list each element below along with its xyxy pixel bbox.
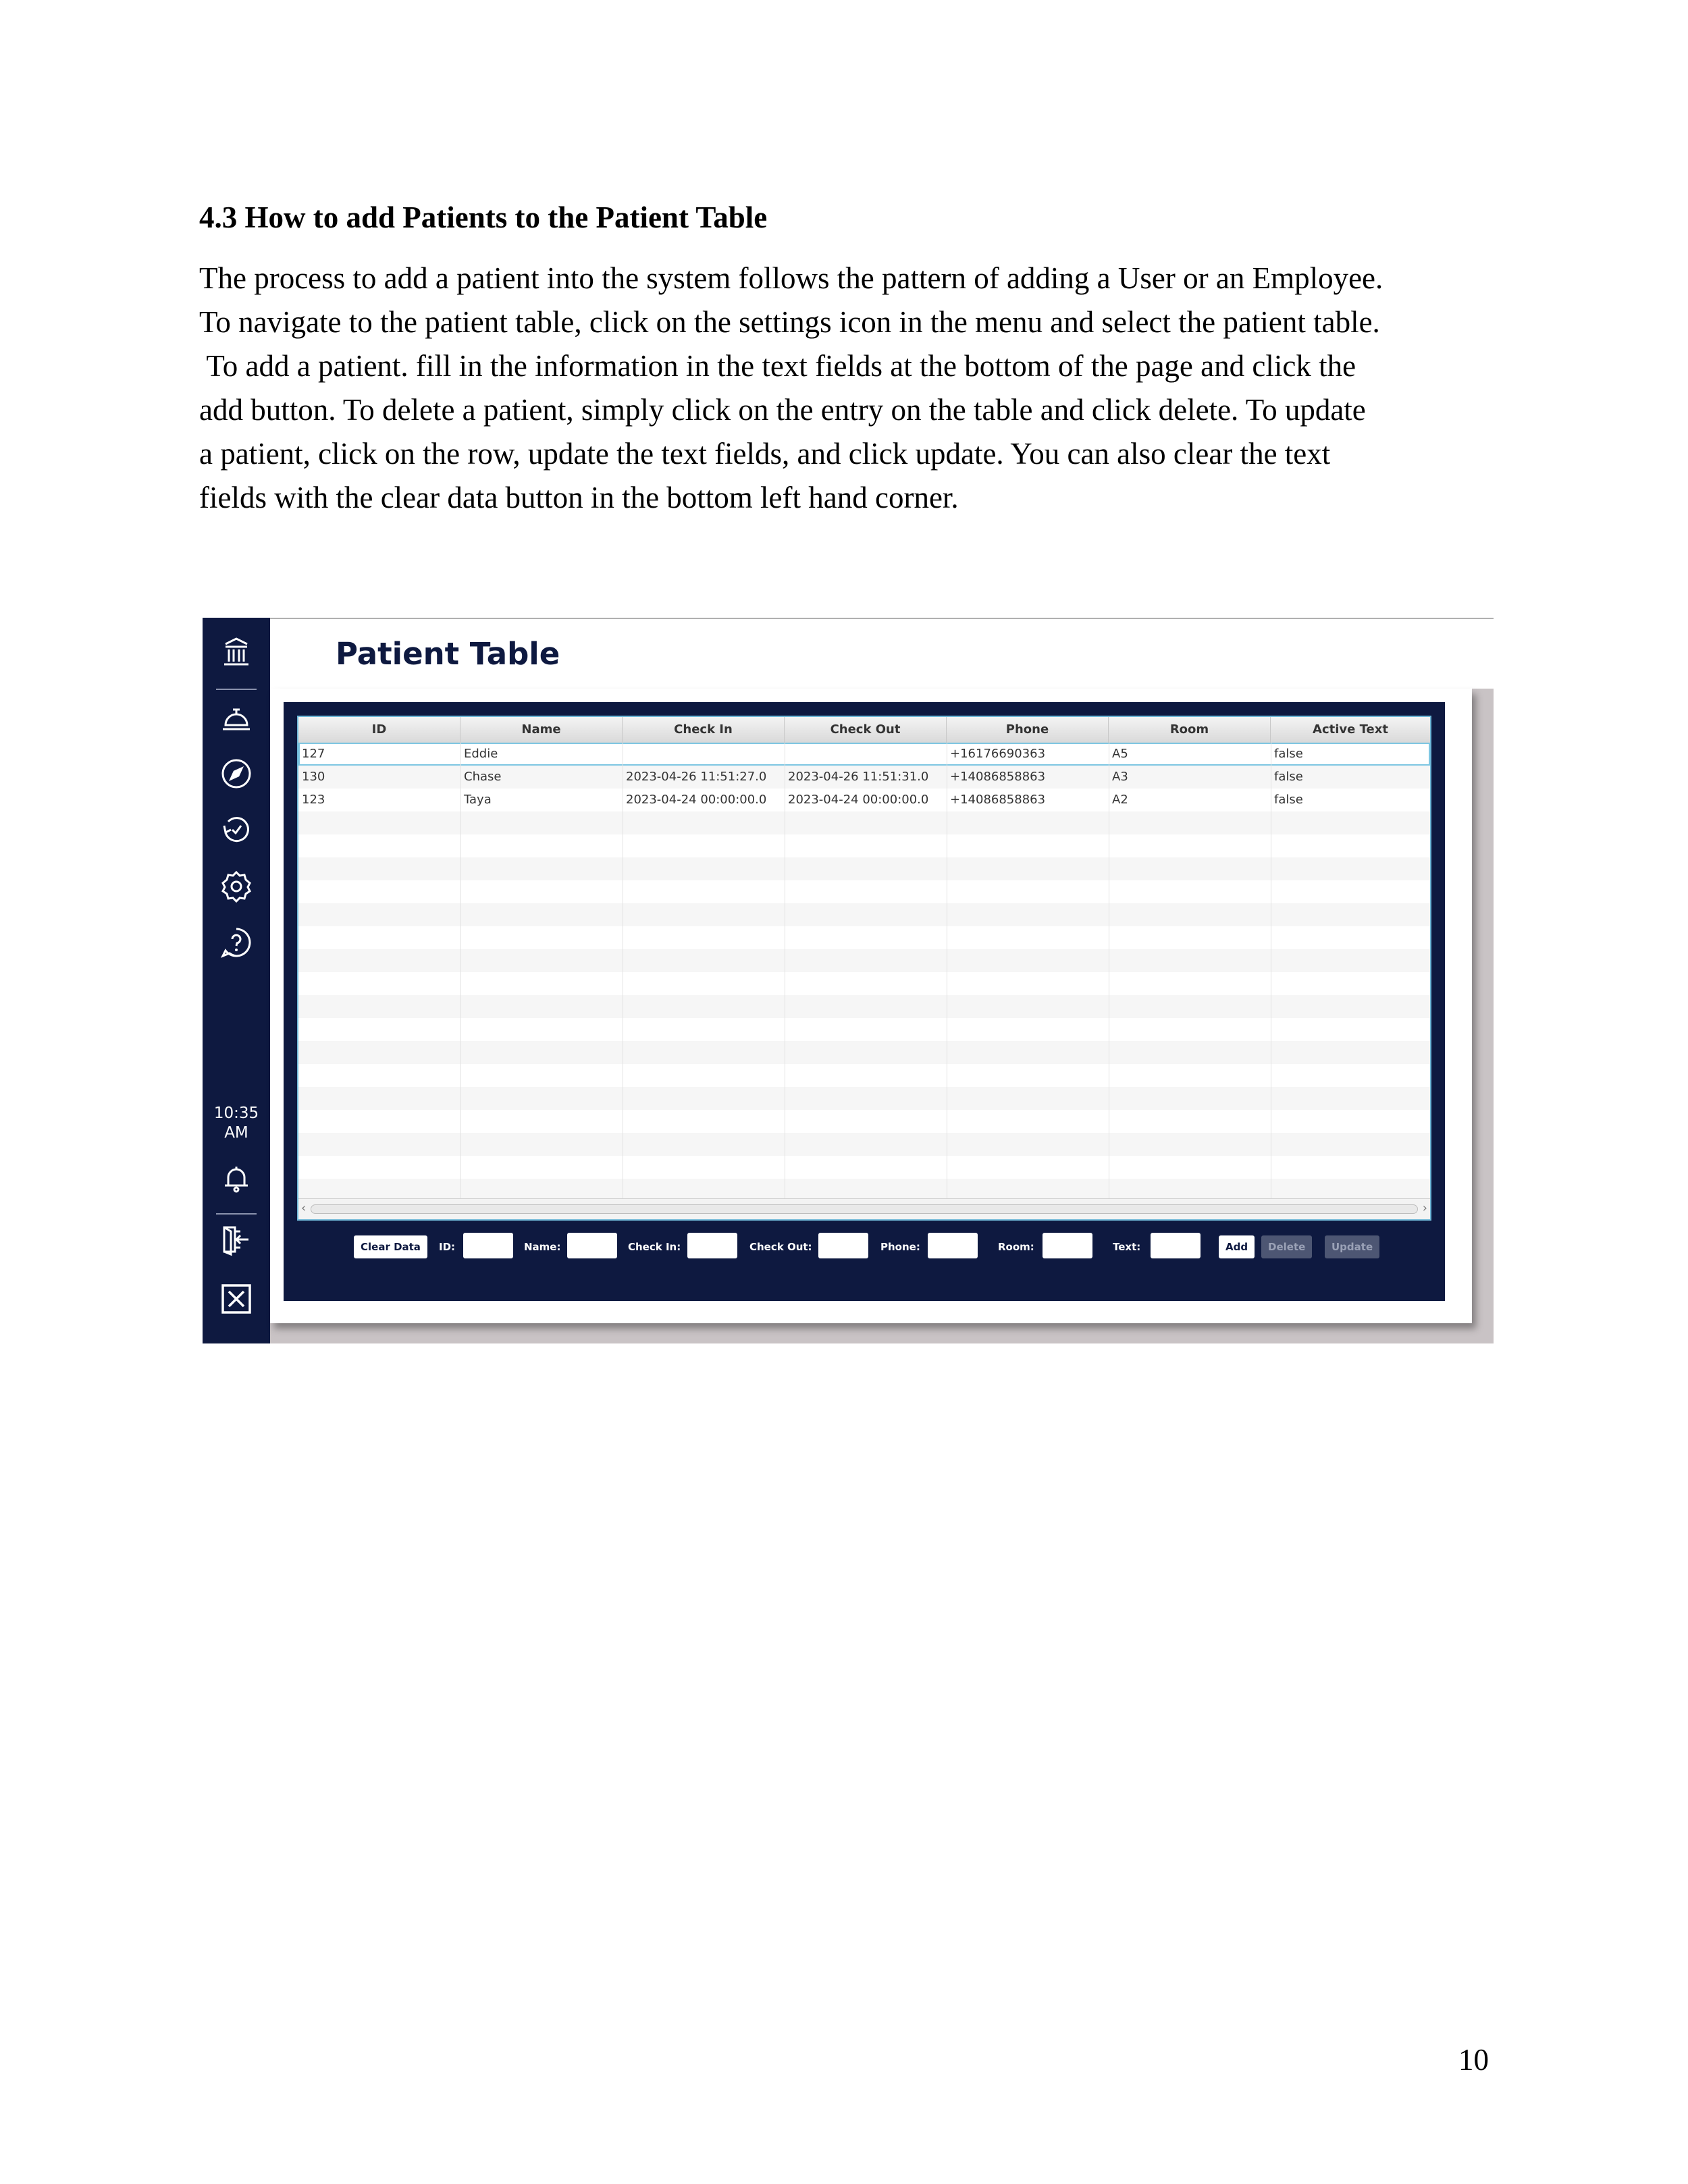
table-row[interactable] xyxy=(298,1064,1430,1087)
compass-icon[interactable] xyxy=(219,756,254,791)
table-cell: A5 xyxy=(1112,747,1128,761)
sidebar xyxy=(203,618,270,1343)
patient-table[interactable] xyxy=(297,716,1431,1221)
table-row[interactable] xyxy=(298,880,1430,903)
clock xyxy=(203,1104,270,1143)
page-title: Patient Table xyxy=(336,636,560,672)
exit-door-icon[interactable] xyxy=(219,1222,254,1257)
table-cell: 2023-04-26 11:51:31.0 xyxy=(788,770,929,784)
instructions-paragraph xyxy=(199,257,1496,520)
table-cell: 130 xyxy=(302,770,325,784)
paragraph-line: The process to add a patient into the system follows the pattern of adding a User or an Employee. xyxy=(199,261,1383,295)
check-out-input[interactable] xyxy=(818,1233,868,1258)
table-cell: A3 xyxy=(1112,770,1128,784)
text-input[interactable] xyxy=(1151,1233,1201,1258)
text-label: Text: xyxy=(1113,1241,1141,1253)
table-row[interactable] xyxy=(298,1087,1430,1110)
room-input[interactable] xyxy=(1043,1233,1092,1258)
paragraph-line: fields with the clear data button in the bottom left hand corner. xyxy=(199,481,959,514)
table-row[interactable] xyxy=(298,1018,1430,1041)
clock-time: 10:35 xyxy=(213,1104,259,1122)
paragraph-line: add button. To delete a patient, simply click on the entry on the table and click delete. To update xyxy=(199,393,1366,427)
check-in-input[interactable] xyxy=(687,1233,737,1258)
clock-period: AM xyxy=(224,1124,248,1142)
column-header-id[interactable]: ID xyxy=(298,717,460,743)
section-heading: 4.3 How to add Patients to the Patient Table xyxy=(199,201,768,234)
room-label: Room: xyxy=(998,1241,1034,1253)
help-icon[interactable] xyxy=(219,925,254,960)
page-number: 10 xyxy=(1458,2043,1489,2077)
clear-data-button[interactable]: Clear Data xyxy=(354,1235,427,1258)
table-cell: false xyxy=(1274,793,1303,807)
table-cell: 2023-04-24 00:00:00.0 xyxy=(626,793,767,807)
table-cell: false xyxy=(1274,770,1303,784)
table-cell: +14086858863 xyxy=(950,793,1046,807)
table-cell: A2 xyxy=(1112,793,1128,807)
table-cell: 2023-04-24 00:00:00.0 xyxy=(788,793,929,807)
table-cell: 123 xyxy=(302,793,325,807)
table-row[interactable] xyxy=(298,743,1430,766)
id-input[interactable] xyxy=(463,1233,513,1258)
check-out-label: Check Out: xyxy=(749,1241,812,1253)
history-icon[interactable] xyxy=(219,812,254,847)
table-cell xyxy=(623,743,785,766)
column-header-active-text[interactable]: Active Text xyxy=(1313,722,1388,737)
service-bell-icon[interactable] xyxy=(219,701,254,736)
paragraph-line: a patient, click on the row, update the text fields, and click update. You can also clear the text xyxy=(199,437,1331,471)
table-cell: Eddie xyxy=(464,747,498,761)
table-cell xyxy=(785,743,947,766)
add-button[interactable]: Add xyxy=(1219,1235,1255,1258)
sidebar-divider xyxy=(216,1213,257,1215)
horizontal-scrollbar[interactable] xyxy=(298,1198,1430,1219)
paragraph-line: To add a patient. fill in the information in the text fields at the bottom of the page and click the xyxy=(199,349,1356,383)
paragraph-line: To navigate to the patient table, click on the settings icon in the menu and select the patient table. xyxy=(199,305,1380,339)
table-row[interactable] xyxy=(298,789,1430,811)
update-button[interactable]: Update xyxy=(1325,1235,1379,1258)
table-cell: 127 xyxy=(302,747,325,761)
table-row[interactable] xyxy=(298,972,1430,995)
bell-icon[interactable] xyxy=(219,1161,254,1196)
hospital-logo-icon[interactable] xyxy=(219,635,254,670)
settings-icon[interactable] xyxy=(219,869,254,904)
table-header xyxy=(298,717,1430,743)
table-row[interactable] xyxy=(298,926,1430,949)
column-header-check-in[interactable]: Check In xyxy=(623,717,785,743)
delete-button[interactable]: Delete xyxy=(1261,1235,1312,1258)
table-cell: Taya xyxy=(464,793,492,807)
table-row[interactable] xyxy=(298,766,1430,789)
table-row[interactable] xyxy=(298,1133,1430,1156)
app-header xyxy=(270,618,1494,689)
table-row[interactable] xyxy=(298,857,1430,880)
phone-input[interactable] xyxy=(928,1233,978,1258)
content-card xyxy=(270,689,1472,1323)
column-divider xyxy=(460,743,461,1199)
table-cell: Chase xyxy=(464,770,502,784)
column-header-phone[interactable]: Phone xyxy=(947,717,1109,743)
column-header-check-out[interactable]: Check Out xyxy=(785,717,947,743)
table-row[interactable] xyxy=(298,1110,1430,1133)
phone-label: Phone: xyxy=(880,1241,920,1253)
scrollbar-thumb[interactable] xyxy=(311,1204,1418,1214)
table-cell: +16176690363 xyxy=(950,747,1046,761)
table-cell: false xyxy=(1274,747,1303,761)
table-row[interactable] xyxy=(298,995,1430,1018)
name-input[interactable] xyxy=(567,1233,617,1258)
sidebar-divider xyxy=(216,689,257,690)
table-cell: +14086858863 xyxy=(950,770,1046,784)
table-panel xyxy=(284,702,1445,1301)
scroll-left-icon[interactable]: ‹ xyxy=(301,1201,307,1215)
check-in-label: Check In: xyxy=(628,1241,681,1253)
table-row[interactable] xyxy=(298,1156,1430,1179)
column-header-room[interactable]: Room xyxy=(1109,717,1271,743)
app-screenshot xyxy=(203,618,1494,1343)
name-label: Name: xyxy=(524,1241,561,1253)
table-row[interactable] xyxy=(298,811,1430,834)
table-row[interactable] xyxy=(298,949,1430,972)
column-header-name[interactable]: Name xyxy=(460,717,623,743)
table-row[interactable] xyxy=(298,903,1430,926)
table-row[interactable] xyxy=(298,1041,1430,1064)
id-label: ID: xyxy=(439,1241,456,1253)
form-bar xyxy=(284,1235,1445,1269)
table-cell: 2023-04-26 11:51:27.0 xyxy=(626,770,767,784)
close-icon[interactable] xyxy=(219,1281,254,1316)
table-row[interactable] xyxy=(298,834,1430,857)
scroll-right-icon[interactable]: › xyxy=(1422,1201,1427,1215)
